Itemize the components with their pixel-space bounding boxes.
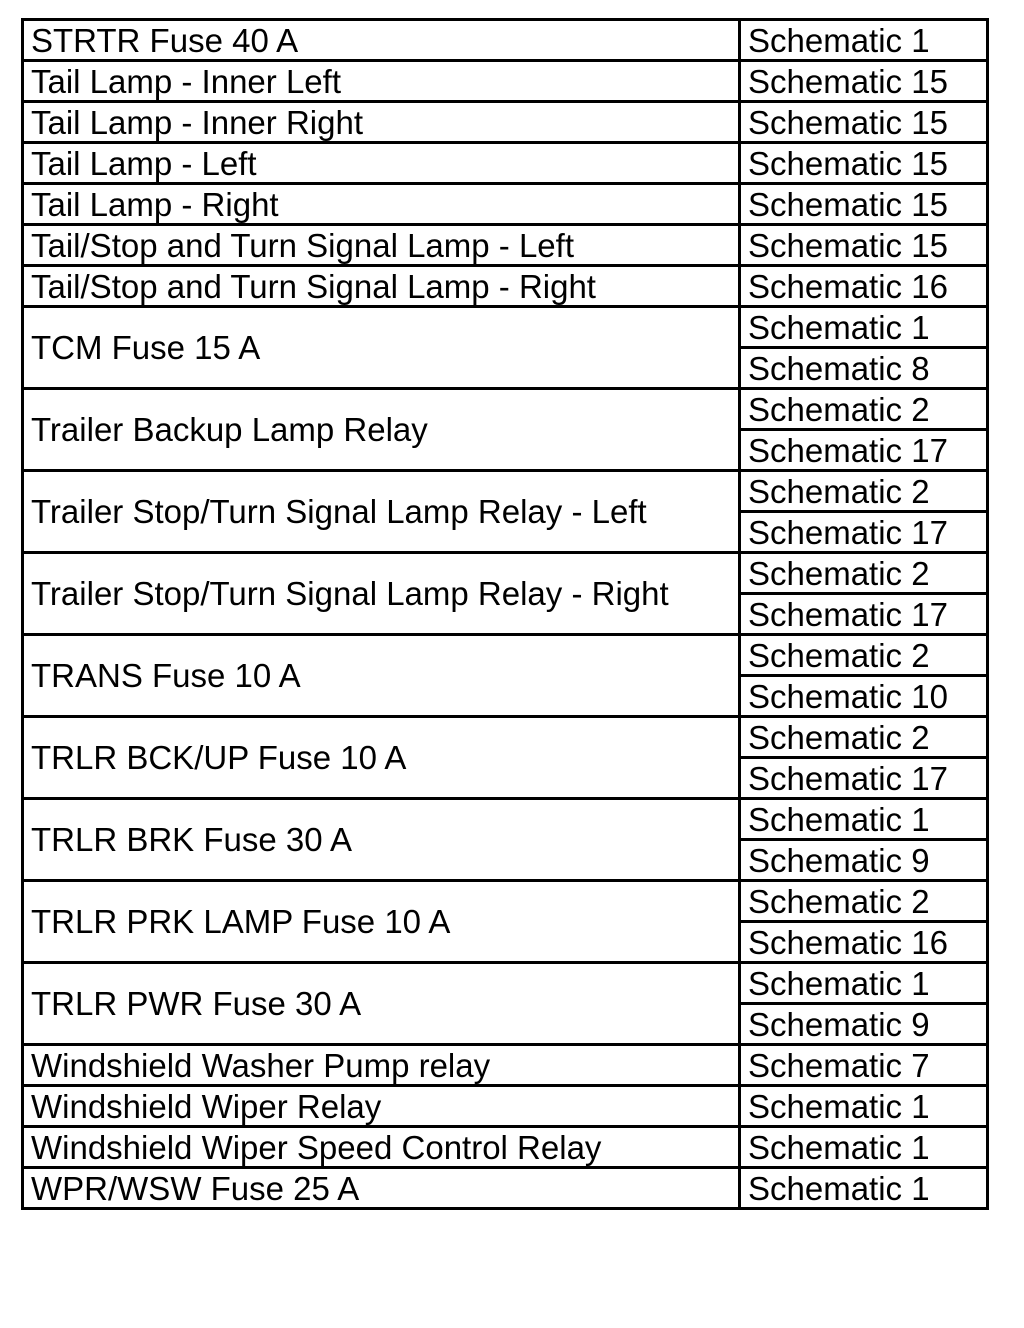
component-name-cell: Tail Lamp - Left [23, 143, 740, 184]
table-body [23, 20, 988, 1209]
schematic-ref-cell: Schematic 15 [740, 143, 988, 184]
schematic-ref-cell: Schematic 2 [740, 635, 988, 676]
table-row [23, 1127, 988, 1168]
component-name-cell: Tail Lamp - Inner Left [23, 61, 740, 102]
table-row [23, 635, 988, 676]
component-name-cell: STRTR Fuse 40 A [23, 20, 740, 61]
table-row [23, 143, 988, 184]
schematic-ref-cell: Schematic 2 [740, 717, 988, 758]
table-row [23, 102, 988, 143]
schematic-ref-cell: Schematic 17 [740, 758, 988, 799]
schematic-ref-cell: Schematic 7 [740, 1045, 988, 1086]
schematic-ref-cell: Schematic 15 [740, 102, 988, 143]
schematic-ref-cell: Schematic 9 [740, 1004, 988, 1045]
table-row [23, 307, 988, 348]
schematic-ref-cell: Schematic 1 [740, 963, 988, 1004]
schematic-ref-cell: Schematic 10 [740, 676, 988, 717]
schematic-ref-cell: Schematic 2 [740, 389, 988, 430]
component-schematic-table [21, 18, 989, 1210]
table-row [23, 20, 988, 61]
schematic-ref-cell: Schematic 15 [740, 61, 988, 102]
table-row [23, 61, 988, 102]
schematic-ref-cell: Schematic 17 [740, 512, 988, 553]
table-row [23, 1045, 988, 1086]
component-name-cell: TRLR BCK/UP Fuse 10 A [23, 717, 740, 799]
schematic-ref-cell: Schematic 17 [740, 430, 988, 471]
schematic-ref-cell: Schematic 16 [740, 922, 988, 963]
table-row [23, 799, 988, 840]
component-name-cell: Trailer Stop/Turn Signal Lamp Relay - Left [23, 471, 740, 553]
schematic-ref-cell: Schematic 2 [740, 553, 988, 594]
schematic-ref-cell: Schematic 16 [740, 266, 988, 307]
table-row [23, 389, 988, 430]
component-name-cell: Windshield Wiper Relay [23, 1086, 740, 1127]
schematic-ref-cell: Schematic 2 [740, 471, 988, 512]
component-name-cell: Tail/Stop and Turn Signal Lamp - Left [23, 225, 740, 266]
schematic-ref-cell: Schematic 1 [740, 307, 988, 348]
component-name-cell: WPR/WSW Fuse 25 A [23, 1168, 740, 1209]
table-row [23, 1086, 988, 1127]
schematic-ref-cell: Schematic 1 [740, 799, 988, 840]
component-name-cell: Windshield Wiper Speed Control Relay [23, 1127, 740, 1168]
schematic-ref-cell: Schematic 8 [740, 348, 988, 389]
component-name-cell: TRLR BRK Fuse 30 A [23, 799, 740, 881]
table-row [23, 1168, 988, 1209]
schematic-ref-cell: Schematic 1 [740, 1168, 988, 1209]
component-name-cell: TCM Fuse 15 A [23, 307, 740, 389]
schematic-ref-cell: Schematic 1 [740, 1127, 988, 1168]
component-name-cell: Trailer Backup Lamp Relay [23, 389, 740, 471]
table-row [23, 266, 988, 307]
table-row [23, 963, 988, 1004]
table-row [23, 553, 988, 594]
table-row [23, 471, 988, 512]
table-row [23, 184, 988, 225]
component-name-cell: Tail/Stop and Turn Signal Lamp - Right [23, 266, 740, 307]
component-name-cell: Tail Lamp - Right [23, 184, 740, 225]
schematic-ref-cell: Schematic 17 [740, 594, 988, 635]
schematic-ref-cell: Schematic 15 [740, 184, 988, 225]
schematic-ref-cell: Schematic 2 [740, 881, 988, 922]
schematic-ref-cell: Schematic 1 [740, 1086, 988, 1127]
component-name-cell: Windshield Washer Pump relay [23, 1045, 740, 1086]
table-row [23, 225, 988, 266]
component-name-cell: Tail Lamp - Inner Right [23, 102, 740, 143]
component-name-cell: TRLR PWR Fuse 30 A [23, 963, 740, 1045]
schematic-ref-cell: Schematic 1 [740, 20, 988, 61]
table-row [23, 881, 988, 922]
component-name-cell: TRLR PRK LAMP Fuse 10 A [23, 881, 740, 963]
schematic-ref-cell: Schematic 15 [740, 225, 988, 266]
table-row [23, 717, 988, 758]
component-name-cell: TRANS Fuse 10 A [23, 635, 740, 717]
component-name-cell: Trailer Stop/Turn Signal Lamp Relay - Right [23, 553, 740, 635]
schematic-ref-cell: Schematic 9 [740, 840, 988, 881]
